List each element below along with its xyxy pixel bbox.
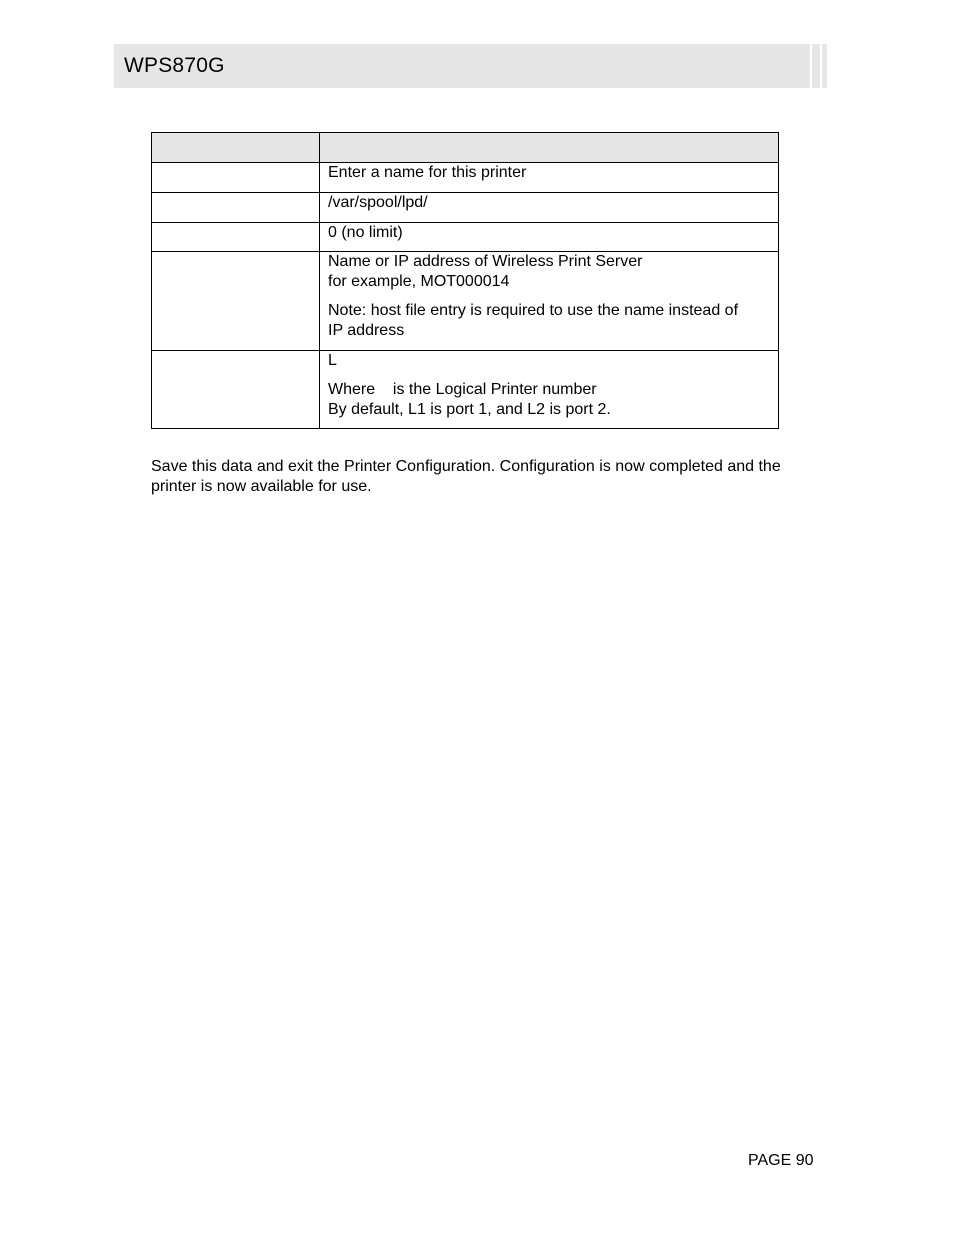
table-row	[152, 193, 779, 223]
table-cell-label	[152, 193, 320, 223]
table-header-cell	[320, 133, 779, 163]
table-cell-label	[152, 351, 320, 429]
cell-text: /var/spool/lpd/	[328, 194, 428, 211]
cell-text: 0 (no limit)	[328, 224, 403, 241]
closing-paragraph: Save this data and exit the Printer Configuration. Configuration is now completed and the printer is now available for use.	[151, 458, 781, 495]
header-divider	[820, 44, 822, 88]
table-cell-label	[152, 252, 320, 351]
table-cell-value	[320, 351, 779, 429]
cell-note: Note: host file entry is required to use the name instead of	[328, 302, 739, 319]
table-cell-value	[320, 163, 779, 193]
document-title: WPS870G	[124, 54, 225, 77]
table-cell-value	[320, 252, 779, 351]
table-header-row	[152, 133, 779, 163]
printer-config-table	[151, 132, 779, 429]
table-cell-value	[320, 193, 779, 223]
cell-note: By default, L1 is port 1, and L2 is port 2.	[328, 401, 611, 418]
table-row	[152, 223, 779, 252]
cell-text: for example, MOT000014	[328, 273, 510, 290]
table-cell-label	[152, 223, 320, 252]
table-cell-label	[152, 163, 320, 193]
cell-text: Name or IP address of Wireless Print Server	[328, 253, 643, 270]
table-row	[152, 163, 779, 193]
cell-note: Where is the Logical Printer number	[328, 381, 597, 398]
table-header-cell	[152, 133, 320, 163]
table-row	[152, 252, 779, 351]
table-cell-value	[320, 223, 779, 252]
cell-text: Enter a name for this printer	[328, 164, 527, 181]
cell-note: IP address	[328, 322, 405, 339]
page-header-band	[114, 44, 827, 88]
header-divider	[810, 44, 812, 88]
page-number: PAGE 90	[748, 1152, 814, 1169]
table-row	[152, 351, 779, 429]
cell-text: L	[328, 352, 337, 369]
